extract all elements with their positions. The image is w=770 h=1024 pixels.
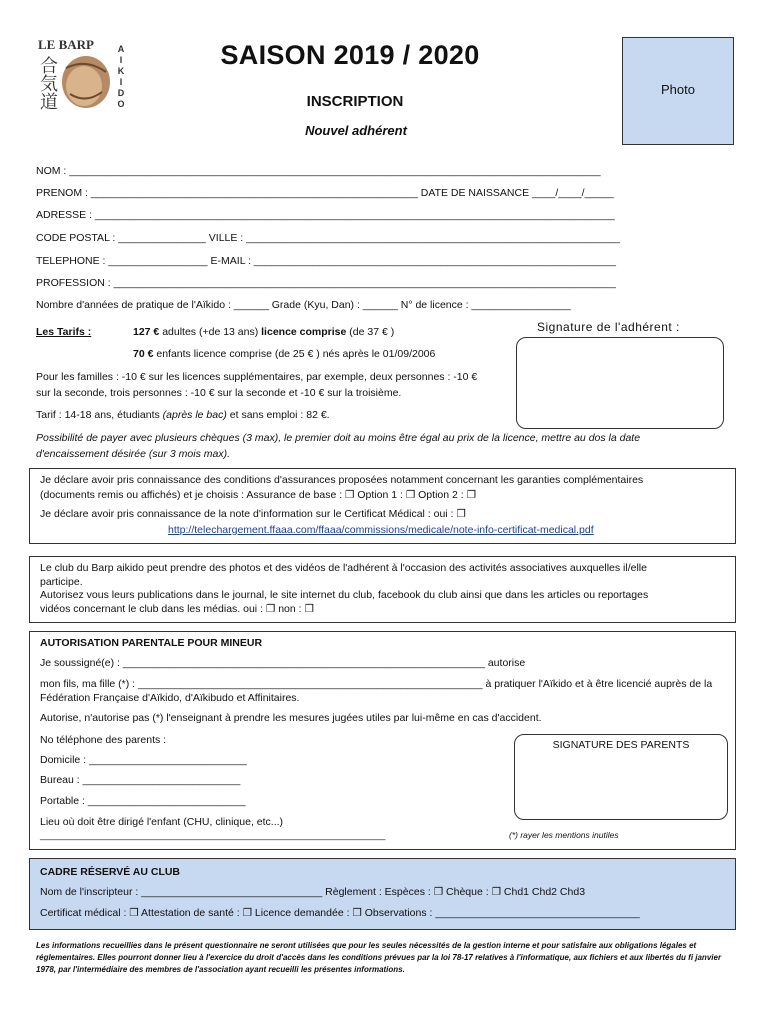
- portable-field[interactable]: Portable : ___________________________: [40, 795, 246, 807]
- privacy-notice: Les informations recueillies dans le présent questionnaire ne seront utilisées que pour les seules nécessités de la gestion interne et pour satisfaire aux obligations légales et réglementaires. Elles pourront donner lieu à l'exercice du droit d'accès dans les conditions prévues par la loi 78-17 relatives à l'informatique, aux fichiers et aux libertés du fi janvier 1978, par l'intermédiaire des membres de l'association ayant recueilli les présentes informations.: [36, 941, 722, 974]
- tel-email-field[interactable]: TELEPHONE : _________________ E-MAIL : ______________________________________________________________: [36, 255, 616, 267]
- lieu-field[interactable]: _____________________________________________________________________: [40, 830, 386, 840]
- logo-letter: I: [119, 77, 123, 87]
- signature-adherent-box[interactable]: [516, 337, 724, 429]
- tarif-reduit: Tarif : 14-18 ans, étudiants (après le bac) et sans emploi : 82 €.: [36, 409, 330, 421]
- signature-parents-label: SIGNATURE DES PARENTS: [552, 739, 690, 751]
- assurance-options[interactable]: (documents remis ou affichés) et je choisis : Assurance de base : ❐ Option 1 : ❐ Option 2 : ❐: [40, 489, 477, 501]
- tarif-enfant: 70 € enfants licence comprise (de 25 € ) nés après le 01/09/2006: [133, 348, 436, 360]
- tarifs-label: Les Tarifs :: [36, 326, 92, 338]
- logo-letter: K: [117, 66, 125, 76]
- club-certificat-line[interactable]: Certificat médical : ❐ Attestation de santé : ❐ Licence demandée : ❐ Observations : ___________________________________: [40, 907, 640, 919]
- svg-text:気: 気: [40, 74, 58, 95]
- tarif-adulte: 127 € adultes (+de 13 ans) licence comprise (de 37 € ): [133, 326, 395, 338]
- bureau-field[interactable]: Bureau : ___________________________: [40, 774, 241, 786]
- prenom-field[interactable]: PRENOM : ________________________________________________________ DATE DE NAISSANCE ____/____/_____: [36, 187, 614, 199]
- page-subtitle-adherent: Nouvel adhérent: [305, 123, 407, 138]
- soussigne-field[interactable]: Je soussigné(e) : ______________________________________________________________ autorise: [40, 657, 526, 669]
- tarif-famille-1: Pour les familles : -10 € sur les licences supplémentaires, par exemple, deux personnes : -10 €: [36, 371, 478, 383]
- signature-adherent-label: Signature de l'adhérent :: [537, 320, 680, 334]
- cheques-line-1: Possibilité de payer avec plusieurs chèques (3 max), le premier doit au moins être égal au prix de la licence, mettre au dos la date: [36, 432, 641, 444]
- certificat-medical-line[interactable]: Je déclare avoir pris connaissance de la note d'information sur le Certificat Médical : oui : ❐: [40, 508, 466, 520]
- logo-letter: I: [119, 55, 123, 65]
- assurance-line-1: Je déclare avoir pris connaissance des conditions d'assurances proposées notamment concernant les garanties complémentaires: [40, 474, 644, 486]
- page-title: SAISON 2019 / 2020: [220, 40, 480, 70]
- parental-title: AUTORISATION PARENTALE POUR MINEUR: [40, 637, 263, 649]
- federation-text: Fédération Française d'Aïkido, d'Aïkibudo et Affinitaires.: [40, 692, 300, 704]
- logo-top-text: LE BARP: [38, 38, 94, 52]
- page-subtitle: INSCRIPTION: [306, 93, 404, 110]
- logo-letter: A: [117, 44, 125, 54]
- adresse-field[interactable]: ADRESSE : _________________________________________________________________________________________: [36, 209, 615, 221]
- profession-field[interactable]: PROFESSION : ______________________________________________________________________________________: [36, 277, 616, 289]
- photos-line-2: participe.: [40, 576, 83, 588]
- logo-letter: D: [117, 88, 125, 98]
- svg-text:合: 合: [40, 56, 58, 77]
- fils-fille-field[interactable]: mon fils, ma fille (*) : ___________________________________________________________ à pratiquer l'Aïkido et à être licencié auprès de la: [40, 678, 713, 690]
- autorise-text: Autorise, n'autorise pas (*) l'enseignant à prendre les mesures jugées utiles par lui-même en cas d'accident.: [40, 712, 542, 724]
- cp-ville-field[interactable]: CODE POSTAL : _______________ VILLE : ________________________________________________________________: [36, 232, 620, 244]
- club-inscripteur-line[interactable]: Nom de l'inscripteur : _______________________________ Règlement : Espèces : ❐ Chèque : ❐ Chd1 Chd2 Chd3: [40, 886, 586, 898]
- cheques-line-2: d'encaissement désirée (sur 3 mois max).: [36, 448, 230, 460]
- tel-parents-label: No téléphone des parents :: [40, 734, 167, 746]
- certificat-medical-link[interactable]: http://telechargement.ffaaa.com/ffaaa/commissions/medicale/note-info-certificat-medical.pdf: [168, 524, 594, 536]
- photos-consent[interactable]: vidéos concernant le club dans les médias. oui : ❐ non : ❐: [40, 603, 314, 615]
- club-title: CADRE RÉSERVÉ AU CLUB: [40, 866, 181, 878]
- svg-text:道: 道: [40, 92, 58, 112]
- nom-field[interactable]: NOM : ___________________________________________________________________________________________: [36, 165, 601, 177]
- domicile-field[interactable]: Domicile : ___________________________: [40, 754, 247, 766]
- logo-letter: O: [117, 99, 125, 109]
- photos-line-1: Le club du Barp aikido peut prendre des photos et des vidéos de l'adhérent à l'occasion des activités associatives auxquelles il/elle: [40, 562, 647, 574]
- photo-label: Photo: [661, 82, 695, 97]
- lieu-label: Lieu où doit être dirigé l'enfant (CHU, clinique, etc...): [40, 816, 284, 828]
- photos-line-3: Autorisez vous leurs publications dans le journal, le site internet du club, facebook du club ainsi que dans les articles ou reportages: [40, 589, 649, 601]
- pratique-field[interactable]: Nombre d'années de pratique de l'Aïkido : ______ Grade (Kyu, Dan) : ______ N° de licence : _________________: [36, 299, 571, 311]
- photo-box[interactable]: [622, 37, 734, 145]
- mentions-inutiles-note: (*) rayer les mentions inutiles: [509, 830, 619, 840]
- tarif-famille-2: sur la seconde, trois personnes : -10 € sur la seconde et -10 € sur la troisième.: [36, 387, 402, 399]
